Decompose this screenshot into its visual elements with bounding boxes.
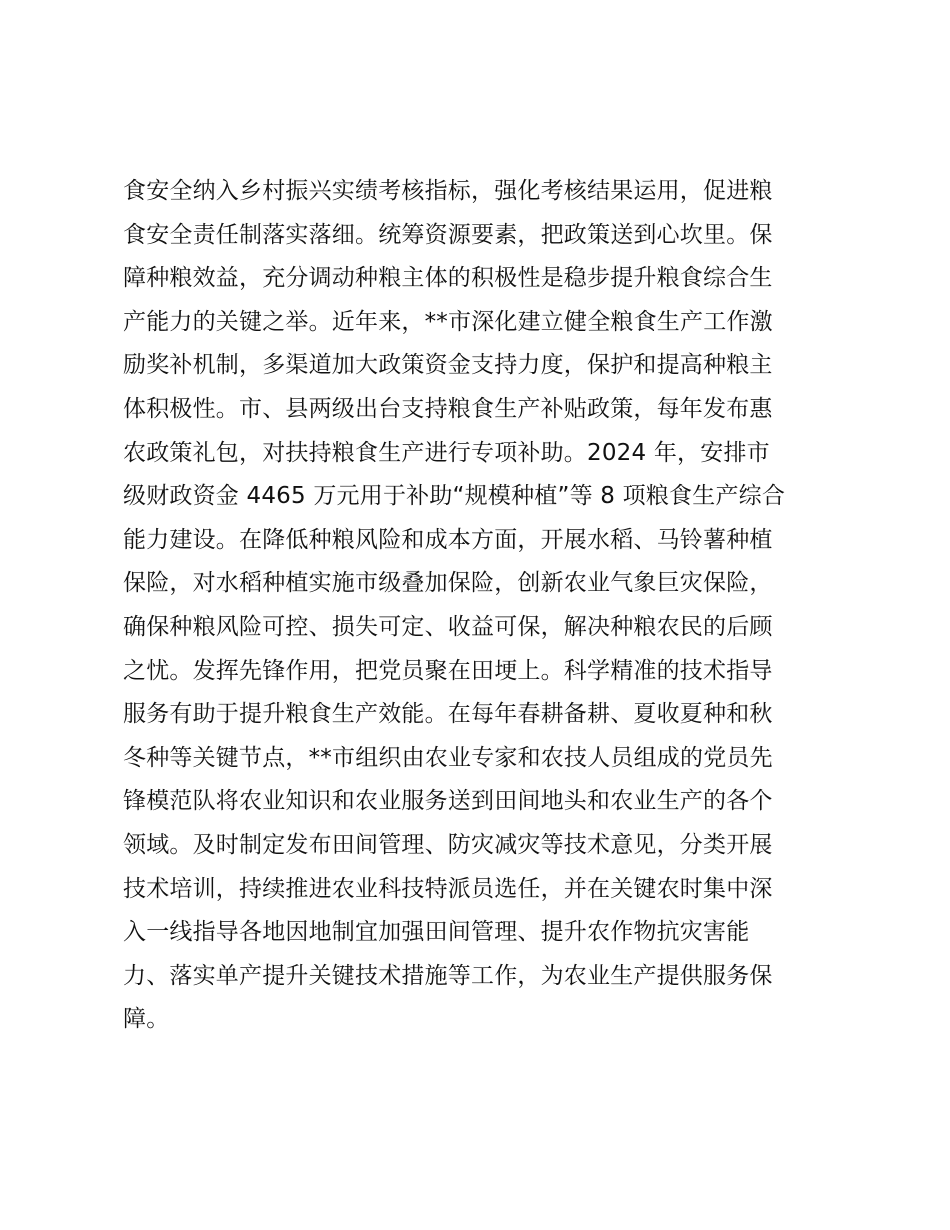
text-line-7: 农政策礼包，对扶持粮食生产进行专项补助。2024 年，安排市: [123, 439, 770, 466]
text-line-15: 锋模范队将农业知识和农业服务送到田间地头和农业生产的各个: [123, 788, 773, 815]
text-line-14: 冬种等关键节点，**市组织由农业专家和农技人员组成的党员先: [123, 744, 773, 771]
text-line-8: 级财政资金 4465 万元用于补助“规模种植”等 8 项粮食生产综合: [123, 483, 786, 510]
text-line-3: 障种粮效益，充分调动种粮主体的积极性是稳步提升粮食综合生: [123, 265, 773, 292]
text-line-1: 食安全纳入乡村振兴实绩考核指标，强化考核结果运用，促进粮: [123, 178, 773, 204]
text-line-9: 能力建设。在降低种粮风险和成本方面，开展水稻、马铃薯种植: [123, 526, 773, 553]
text-line-16: 领域。及时制定发布田间管理、防灾减灾等技术意见，分类开展: [123, 831, 773, 858]
text-line-13: 服务有助于提升粮食生产效能。在每年春耕备耕、夏收夏种和秋: [123, 701, 773, 728]
text-line-4: 产能力的关键之举。近年来，**市深化建立健全粮食生产工作激: [123, 308, 773, 335]
text-line-19: 力、落实单产提升关键技术措施等工作，为农业生产提供服务保: [123, 962, 773, 989]
text-line-2: 食安全责任制落实落细。统筹资源要素，把政策送到心坎里。保: [123, 221, 773, 248]
text-line-12: 之忧。发挥先锋作用，把党员聚在田埂上。科学精准的技术指导: [123, 657, 773, 684]
text-line-18: 入一线指导各地因地制宜加强田间管理、提升农作物抗灾害能: [123, 919, 750, 946]
text-line-6: 体积极性。市、县两级出台支持粮食生产补贴政策，每年发布惠: [123, 395, 773, 422]
text-line-17: 技术培训，持续推进农业科技特派员选任，并在关键农时集中深: [123, 875, 773, 902]
body-paragraph: [123, 170, 843, 1042]
text-line-10: 保险，对水稻种植实施市级叠加保险，创新农业气象巨灾保险，: [123, 570, 773, 597]
text-line-11: 确保种粮风险可控、损失可定、收益可保，解决种粮农民的后顾: [123, 613, 773, 640]
text-line-20: 障。: [123, 1006, 170, 1033]
text-line-5: 励奖补机制，多渠道加大政策资金支持力度，保护和提高种粮主: [123, 352, 773, 379]
